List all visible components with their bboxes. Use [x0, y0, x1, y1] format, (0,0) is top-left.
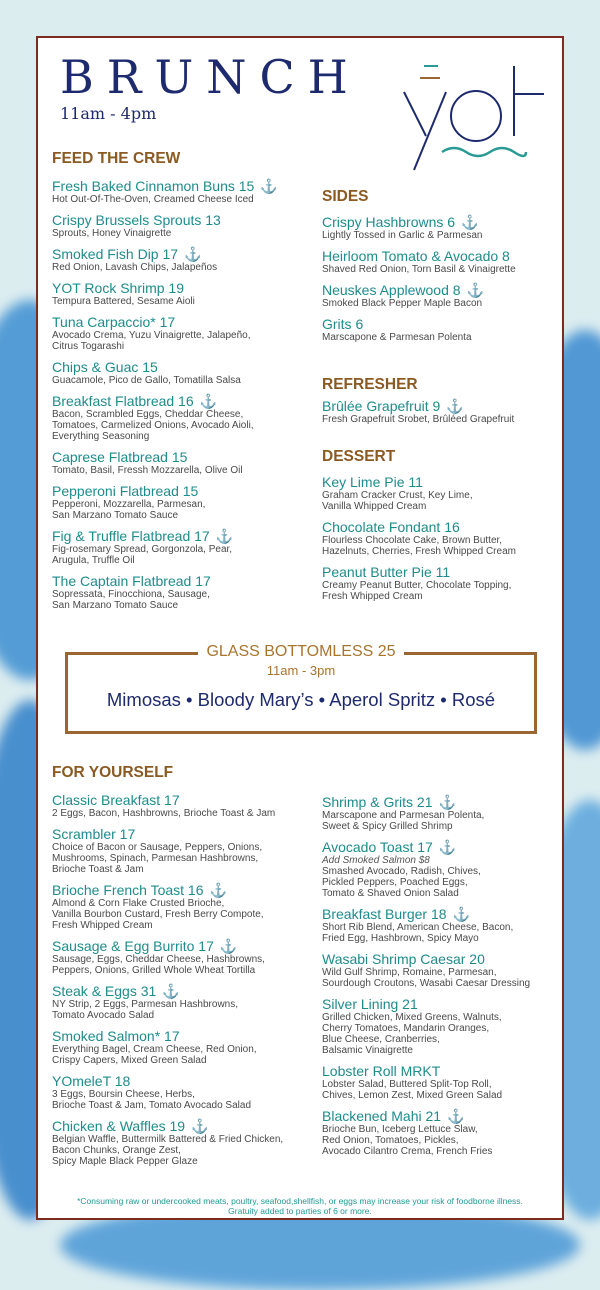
menu-item-title: Caprese Flatbread 15 [52, 449, 188, 465]
menu-item-description: Sourdough Croutons, Wasabi Caesar Dressing [322, 978, 531, 989]
menu-item-description: NY Strip, 2 Eggs, Parmesan Hashbrowns, [52, 999, 239, 1010]
menu-item-name [322, 794, 558, 810]
anchor-icon: ⚓ [191, 1118, 209, 1134]
menu-item [322, 248, 587, 275]
menu-item-name [52, 1118, 318, 1134]
menu-item-description: Flourless Chocolate Cake, Brown Butter, [322, 535, 503, 546]
menu-item-description: Citrus Togarashi [52, 341, 125, 352]
dessert-list [322, 474, 587, 609]
menu-item-description: Fresh Whipped Cream [52, 920, 153, 931]
anchor-icon: ⚓ [466, 282, 484, 298]
menu-item-description: Brioche Toast & Jam [52, 864, 144, 875]
menu-item-title: Brioche French Toast 16 [52, 882, 204, 898]
menu-item-title: Grits 6 [322, 316, 364, 332]
menu-item-description: Spicy Maple Black Pepper Glaze [52, 1156, 198, 1167]
menu-item-title: Crispy Brussels Sprouts 13 [52, 212, 221, 228]
menu-item [52, 393, 317, 442]
menu-item-title: Pepperoni Flatbread 15 [52, 483, 199, 499]
menu-item-description: Red Onion, Tomatoes, Pickles, [322, 1135, 459, 1146]
menu-item [322, 398, 587, 425]
refresher-list [322, 398, 587, 432]
menu-item-description: Sprouts, Honey Vinaigrette [52, 228, 172, 239]
menu-item [322, 282, 587, 309]
menu-item [322, 474, 587, 512]
menu-item-description: Wild Gulf Shrimp, Romaine, Parmesan, [322, 967, 497, 978]
menu-item-title: YOT Rock Shrimp 19 [52, 280, 185, 296]
menu-item-name [52, 314, 317, 330]
menu-item-name [52, 1028, 318, 1044]
menu-item-description: Pickled Peppers, Poached Eggs, [322, 877, 468, 888]
menu-item-name [52, 393, 317, 409]
menu-item-title: Avocado Toast 17 [322, 839, 433, 855]
menu-item-description: Tomato Avocado Salad [52, 1010, 155, 1021]
menu-item-name [52, 178, 317, 194]
menu-item-title: Silver Lining 21 [322, 996, 418, 1012]
menu-item-title: Fig & Truffle Flatbread 17 [52, 528, 210, 544]
footer-line-1: *Consuming raw or undercooked meats, poultry, seafood,shellfish, or eggs may increase your risk of foodborne illness. [77, 1196, 523, 1206]
menu-item [52, 938, 318, 976]
menu-item [52, 826, 318, 875]
menu-item-title: Peanut Butter Pie 11 [322, 564, 451, 580]
menu-item-title: Breakfast Flatbread 16 [52, 393, 194, 409]
menu-item-name [52, 449, 317, 465]
menu-item-description: Creamy Peanut Butter, Chocolate Topping, [322, 580, 512, 591]
menu-item [322, 214, 587, 241]
menu-item [52, 449, 317, 476]
menu-item [322, 906, 558, 944]
bottomless-hours: 11am - 3pm [266, 663, 336, 678]
section-heading-for-yourself: FOR YOURSELF [52, 764, 174, 781]
bottomless-box [65, 643, 537, 734]
menu-item [52, 314, 317, 352]
menu-item-name [52, 938, 318, 954]
menu-item-description: Avocado Cilantro Crema, French Fries [322, 1146, 493, 1157]
menu-item [52, 528, 317, 566]
menu-item-name [322, 951, 558, 967]
menu-item-description: San Marzano Tomato Sauce [52, 600, 179, 611]
anchor-icon: ⚓ [209, 882, 227, 898]
menu-item [52, 246, 317, 273]
menu-item-description: Blue Cheese, Cranberries, [322, 1034, 440, 1045]
sides-list [322, 214, 587, 350]
menu-item [52, 212, 317, 239]
menu-item-title: Shrimp & Grits 21 [322, 794, 433, 810]
menu-item-name [322, 214, 587, 230]
menu-item-name [52, 483, 317, 499]
menu-item-name [52, 280, 317, 296]
menu-item-description: Sausage, Eggs, Cheddar Cheese, Hashbrowns, [52, 954, 265, 965]
menu-item-name [52, 528, 317, 544]
menu-item-title: Scrambler 17 [52, 826, 136, 842]
menu-item-description: Fresh Whipped Cream [322, 591, 423, 602]
menu-item-name [52, 826, 318, 842]
section-heading-dessert: DESSERT [322, 448, 396, 465]
menu-item [52, 359, 317, 386]
menu-item-description: San Marzano Tomato Sauce [52, 510, 179, 521]
menu-item-title: Neuskes Applewood 8 [322, 282, 461, 298]
anchor-icon: ⚓ [199, 393, 218, 409]
for-yourself-right-list [322, 794, 558, 1164]
menu-item-description: Shaved Red Onion, Torn Basil & Vinaigrette [322, 264, 516, 275]
menu-item-description: Sopressata, Finocchiona, Sausage, [52, 589, 210, 600]
menu-item-description: Red Onion, Lavash Chips, Jalapeños [52, 262, 218, 273]
menu-item-name [322, 474, 587, 490]
menu-item-title: Tuna Carpaccio* 17 [52, 314, 176, 330]
menu-item-description: Vanilla Whipped Cream [322, 501, 427, 512]
menu-item-name [322, 248, 587, 264]
menu-item-name [52, 212, 317, 228]
menu-item-title: Chips & Guac 15 [52, 359, 158, 375]
menu-item-description: Short Rib Blend, American Cheese, Bacon, [322, 922, 514, 933]
menu-item-title: Brûlée Grapefruit 9 [322, 398, 441, 414]
menu-item-title: Lobster Roll MRKT [322, 1063, 441, 1079]
menu-item-description: Pepperoni, Mozzarella, Parmesan, [52, 499, 206, 510]
menu-item [322, 839, 558, 899]
anchor-icon: ⚓ [215, 528, 234, 544]
menu-item-description: Bacon, Scrambled Eggs, Cheddar Cheese, [52, 409, 244, 420]
menu-item [52, 983, 318, 1021]
menu-item-name [322, 398, 587, 414]
menu-item [52, 573, 317, 611]
menu-item-name [52, 246, 317, 262]
menu-item-name [322, 1063, 558, 1079]
menu-item-description: Brioche Bun, Iceberg Lettuce Slaw, [322, 1124, 478, 1135]
menu-item-title: Classic Breakfast 17 [52, 792, 180, 808]
menu-item-description: Fig-rosemary Spread, Gorgonzola, Pear, [52, 544, 233, 555]
menu-item-description: Arugula, Truffle Oil [52, 555, 135, 566]
menu-item-name [52, 792, 318, 808]
anchor-icon: ⚓ [452, 906, 470, 922]
menu-item-title: Wasabi Shrimp Caesar 20 [322, 951, 485, 967]
menu-item-title: Chocolate Fondant 16 [322, 519, 460, 535]
bottomless-drinks: Mimosas • Bloody Mary’s • Aperol Spritz • Rosé [106, 689, 496, 710]
menu-item-title: Breakfast Burger 18 [322, 906, 447, 922]
footer-disclaimer [38, 1196, 562, 1216]
menu-item-description: Tomato, Basil, Fressh Mozzarella, Olive Oil [52, 465, 243, 476]
menu-item [52, 1073, 318, 1111]
menu-item [52, 1028, 318, 1066]
menu-item-title: Fresh Baked Cinnamon Buns 15 [52, 178, 255, 194]
section-heading-refresher: REFRESHER [322, 376, 418, 393]
menu-item-title: Heirloom Tomato & Avocado 8 [322, 248, 510, 264]
menu-item [322, 1108, 558, 1157]
menu-item-description: Tempura Battered, Sesame Aioli [52, 296, 195, 307]
menu-item [52, 1118, 318, 1167]
menu-item-title: YOmeleT 18 [52, 1073, 131, 1089]
menu-item-name [52, 359, 317, 375]
menu-item-description: Marscapone and Parmesan Polenta, [322, 810, 485, 821]
menu-item-description: Mushrooms, Spinach, Parmesan Hashbrowns, [52, 853, 259, 864]
menu-item-description: 2 Eggs, Bacon, Hashbrowns, Brioche Toast & Jam [52, 808, 276, 819]
menu-item-title: Smoked Salmon* 17 [52, 1028, 180, 1044]
menu-item-description: Chives, Lemon Zest, Mixed Green Salad [322, 1090, 503, 1101]
section-heading-feed-the-crew: FEED THE CREW [52, 150, 181, 167]
menu-item-title: Steak & Eggs 31 [52, 983, 157, 999]
menu-item-title: The Captain Flatbread 17 [52, 573, 211, 589]
menu-item-name [322, 839, 558, 855]
menu-item-description: Brioche Toast & Jam, Tomato Avocado Salad [52, 1100, 252, 1111]
menu-item [322, 316, 587, 343]
menu-item [52, 792, 318, 819]
menu-item-title: Chicken & Waffles 19 [52, 1118, 186, 1134]
menu-item [322, 519, 587, 557]
anchor-icon: ⚓ [219, 938, 238, 954]
anchor-icon: ⚓ [446, 398, 464, 414]
menu-item-name [322, 906, 558, 922]
menu-item [52, 483, 317, 521]
menu-item-description: Peppers, Onions, Grilled Whole Wheat Tortilla [52, 965, 256, 976]
menu-item-description: Belgian Waffle, Buttermilk Battered & Fried Chicken, [52, 1134, 284, 1145]
menu-item-name [322, 316, 587, 332]
menu-item-name [52, 573, 317, 589]
menu-item-name [322, 996, 558, 1012]
brunch-hours: 11am - 4pm [60, 104, 157, 123]
anchor-icon: ⚓ [260, 178, 278, 194]
menu-item-description: Sweet & Spicy Grilled Shrimp [322, 821, 453, 832]
menu-item-title: Smoked Fish Dip 17 [52, 246, 179, 262]
menu-item [52, 280, 317, 307]
menu-item-description: Hazelnuts, Cherries, Fresh Whipped Cream [322, 546, 516, 557]
menu-item-name [322, 519, 587, 535]
menu-item-description: Tomato & Shaved Onion Salad [322, 888, 459, 899]
menu-item-description: Lobster Salad, Buttered Split-Top Roll, [322, 1079, 492, 1090]
menu-item-description: Balsamic Vinaigrette [322, 1045, 413, 1056]
menu-item-description: Fresh Grapefruit Srobet, Brûléed Grapefruit [322, 414, 515, 425]
menu-item-description: Choice of Bacon or Sausage, Peppers, Onions, [52, 842, 263, 853]
menu-panel [36, 36, 564, 1220]
menu-item-description: 3 Eggs, Boursin Cheese, Herbs, [52, 1089, 195, 1100]
menu-item-title: Blackened Mahi 21 [322, 1108, 442, 1124]
menu-item [322, 564, 587, 602]
menu-item-description: Fried Egg, Hashbrown, Spicy Mayo [322, 933, 479, 944]
anchor-icon: ⚓ [184, 246, 202, 262]
menu-title: BRUNCH [60, 50, 361, 104]
menu-item-title: Crispy Hashbrowns 6 [322, 214, 456, 230]
menu-item-name [322, 564, 587, 580]
menu-item-name [52, 882, 318, 898]
menu-item-description: Smoked Black Pepper Maple Bacon [322, 298, 483, 309]
menu-item [52, 178, 317, 205]
menu-item-description: Cherry Tomatoes, Mandarin Oranges, [322, 1023, 490, 1034]
anchor-icon: ⚓ [162, 983, 180, 999]
menu-item [322, 794, 558, 832]
menu-item-description: Hot Out-Of-The-Oven, Creamed Cheese Iced [52, 194, 254, 205]
menu-item-name [322, 282, 587, 298]
menu-item [322, 996, 558, 1056]
yot-logo [400, 52, 550, 177]
menu-item-description: Tomatoes, Carmelized Onions, Avocado Aioli, [52, 420, 254, 431]
menu-item-description: Lightly Tossed in Garlic & Parmesan [322, 230, 483, 241]
menu-item-title: Sausage & Egg Burrito 17 [52, 938, 214, 954]
section-heading-sides: SIDES [322, 188, 369, 205]
menu-item-description: Bacon Chunks, Orange Zest, [52, 1145, 181, 1156]
menu-item-name [322, 1108, 558, 1124]
feed-the-crew-list [52, 178, 317, 618]
menu-item-description: Everything Seasoning [52, 431, 150, 442]
menu-item-description: Vanilla Bourbon Custard, Fresh Berry Compote, [52, 909, 264, 920]
menu-item-description: Guacamole, Pico de Gallo, Tomatilla Salsa [52, 375, 241, 386]
menu-item-description: Almond & Corn Flake Crusted Brioche, [52, 898, 225, 909]
menu-item-description: Smashed Avocado, Radish, Chives, [322, 866, 481, 877]
menu-item-addon: Add Smoked Salmon $8 [322, 855, 430, 866]
footer-line-2: Gratuity added to parties of 6 or more. [228, 1206, 372, 1216]
menu-item-description: Crispy Capers, Mixed Green Salad [52, 1055, 207, 1066]
menu-item-name [52, 1073, 318, 1089]
menu-item-description: Avocado Crema, Yuzu Vinaigrette, Jalapeño, [52, 330, 251, 341]
bottomless-title: GLASS BOTTOMLESS 25 [198, 643, 403, 660]
menu-item-description: Everything Bagel, Cream Cheese, Red Onion, [52, 1044, 257, 1055]
menu-item-description: Marscapone & Parmesan Polenta [322, 332, 472, 343]
menu-item [322, 1063, 558, 1101]
menu-item [322, 951, 558, 989]
anchor-icon: ⚓ [438, 794, 456, 810]
anchor-icon: ⚓ [461, 214, 479, 230]
anchor-icon: ⚓ [438, 839, 457, 855]
for-yourself-left-list [52, 792, 318, 1174]
menu-item-name [52, 983, 318, 999]
menu-item-title: Key Lime Pie 11 [322, 474, 423, 490]
menu-item [52, 882, 318, 931]
menu-item-description: Graham Cracker Crust, Key Lime, [322, 490, 473, 501]
menu-item-description: Grilled Chicken, Mixed Greens, Walnuts, [322, 1012, 502, 1023]
anchor-icon: ⚓ [447, 1108, 465, 1124]
